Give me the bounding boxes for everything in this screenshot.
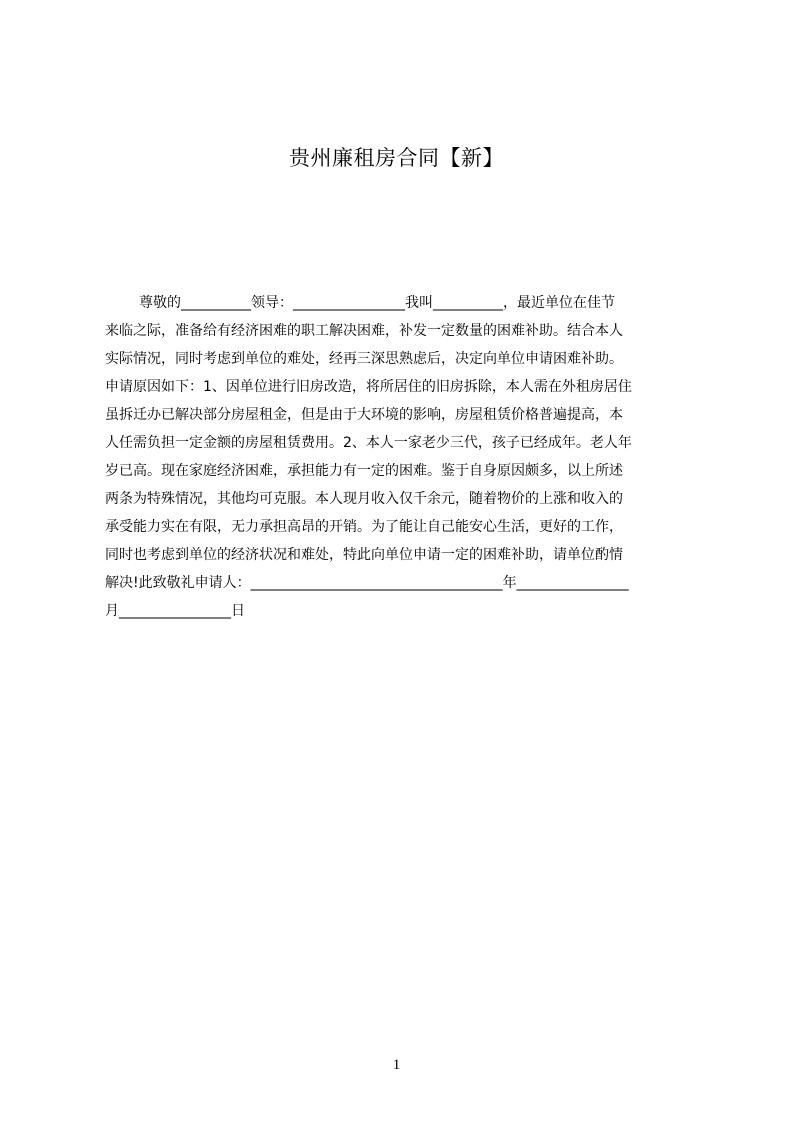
body-line: 月________________日 [105,603,245,619]
document-body [105,289,697,619]
body-line: 岁已高。现在家庭经济困难，承担能力有一定的困难。鉴于自身原因颇多，以上所述 [105,463,623,479]
page-number: 1 [392,1057,401,1073]
body-line: 两条为特殊情况，其他均可克服。本人现月收入仅千余元，随着物价的上涨和收入的 [105,491,623,507]
body-line: 来临之际，准备给有经济困难的职工解决困难，补发一定数量的困难补助。结合本人 [105,323,623,339]
body-line: 实际情况，同时考虑到单位的难处，经再三深思熟虑后，决定向单位申请困难补助。 [105,351,623,367]
body-line: 申请原因如下：1、因单位进行旧房改造，将所居住的旧房拆除，本人需在外租房居住 [105,379,632,395]
body-line: 同时也考虑到单位的经济状况和难处，特此向单位申请一定的困难补助，请单位酌情 [105,547,623,563]
document-title: 贵州廉租房合同【新】 [289,146,504,170]
body-line: 尊敬的__________领导：________________我叫__________，最近单位在佳节 [139,295,615,311]
body-line: 承受能力实在有限，无力承担高昂的开销。为了能让自己能安心生活，更好的工作， [105,519,623,535]
body-line: 解决!此致敬礼申请人：____________________________________年________________ [105,575,629,591]
body-line: 虽拆迁办已解决部分房屋租金，但是由于大环境的影响，房屋租赁价格普遍提高，本 [105,407,623,423]
body-line: 人任需负担一定金额的房屋租赁费用。2、本人一家老少三代，孩子已经成年。老人年 [105,435,632,451]
